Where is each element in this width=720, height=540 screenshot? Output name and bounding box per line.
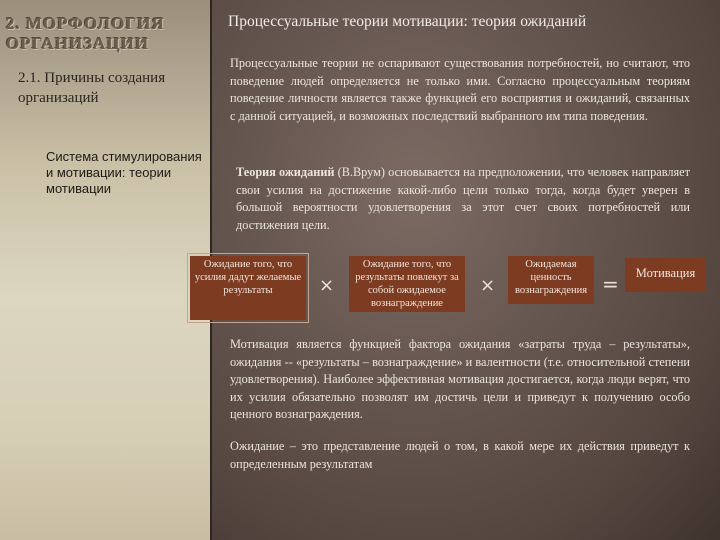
paragraph-process-theories: Процессуальные теории не оспаривают существования потребностей, но считают, что поведение людей определяется не только ими. Согласно процессуальным теориям поведение личности является также функцией его восприятия и ожиданий, связанных с данной ситуацией, и возможных последствий выбранного им типа поведения. — [230, 56, 690, 123]
expectancy-theory-text: (В.Врум) основывается на предположении, что человек направляет свои усилия на достижение какой-либо цели только тогда, когда будет уверен в большой вероятности удовлетворения за этот счет своих потребностей или достижения цели. — [236, 165, 690, 232]
formula-box-effort-result: Ожидание того, что усилия дадут желаемые результаты — [190, 256, 306, 320]
equals-operator: = — [602, 272, 619, 296]
subsection-title: 2.1. Причины создания организаций — [18, 70, 166, 106]
formula-box-result-reward: Ожидание того, что результаты повлекут за собой ожидаемое вознаграждение — [349, 256, 465, 312]
paragraph-expectancy-theory — [236, 164, 690, 234]
formula-box-motivation: Мотивация — [625, 258, 706, 292]
expectancy-theory-term: Теория ожиданий — [236, 165, 335, 179]
slide-title: Процессуальные теории мотивации: теория ожиданий — [228, 13, 587, 30]
formula-box-valence: Ожидаемая ценность вознаграждения — [508, 256, 594, 304]
section-title: 2. МОРФОЛОГИЯ ОРГАНИЗАЦИИ — [6, 14, 165, 53]
multiply-operator-1: × — [319, 275, 335, 296]
paragraph-expectation-definition: Ожидание – это представление людей о том, в какой мере их действия приведут к определенным результатам — [230, 439, 690, 471]
sidebar-topic: Система стимулирования и мотивации: теории мотивации — [46, 149, 202, 196]
paragraph-motivation-function: Мотивация является функцией фактора ожидания «затраты труда – результаты», ожидания -- «результаты – вознаграждение» и валентности (т.е. относительной степени удовлетворения). Наиболее эффективная мотивация достигается, когда люди верят, что их усилия обязательно позволят им достичь цели и приведут к получению особо ценного вознаграждения. — [230, 337, 690, 421]
multiply-operator-2: × — [480, 275, 496, 296]
